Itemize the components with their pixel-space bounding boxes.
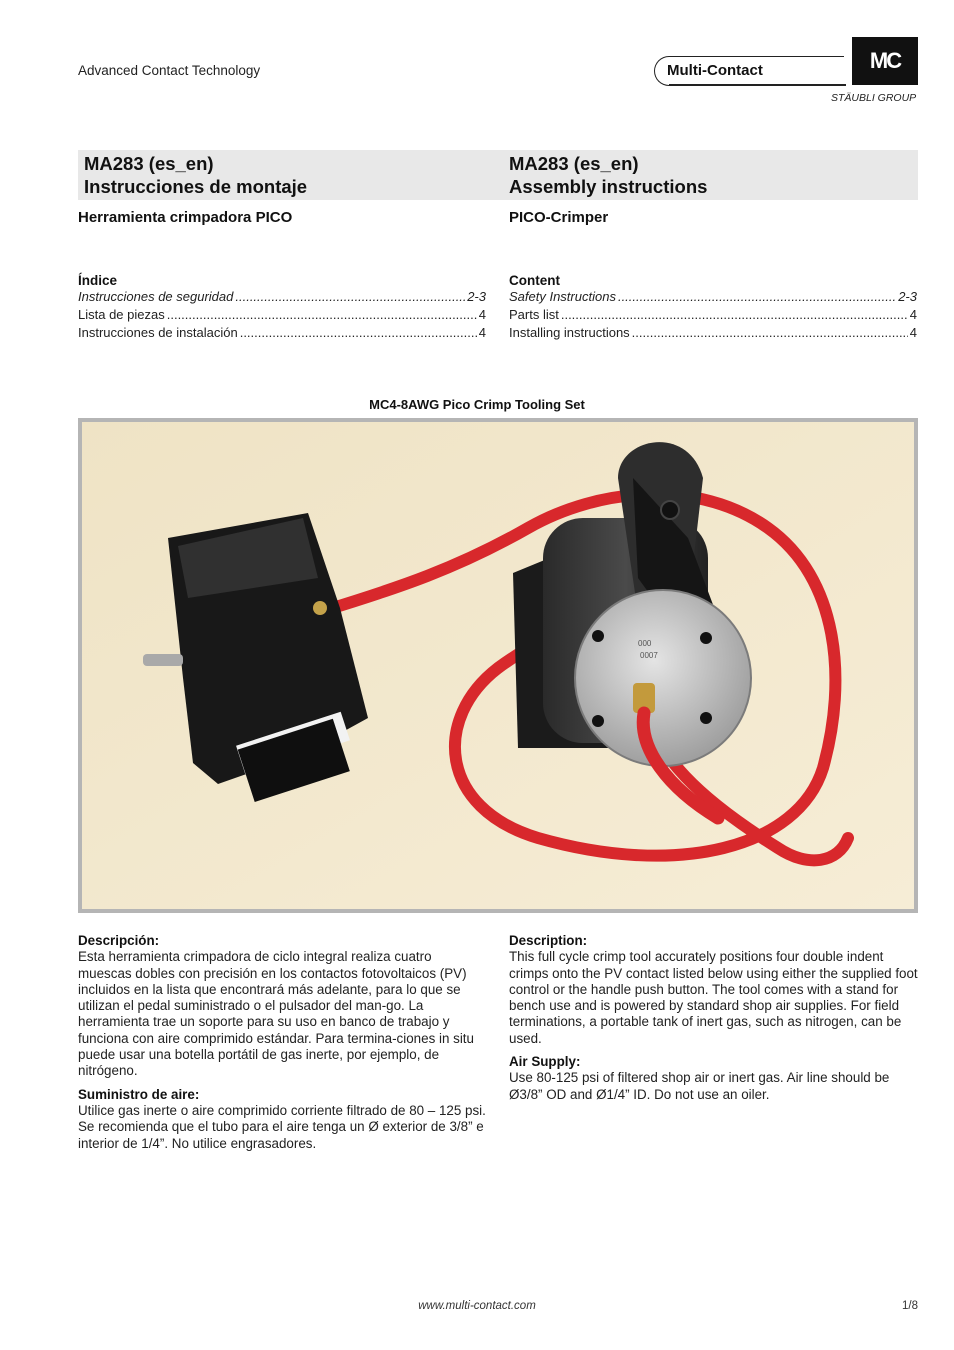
air-heading-en: Air Supply: xyxy=(509,1054,581,1070)
product-photo xyxy=(78,418,918,913)
toc-item-page: 4 xyxy=(909,325,917,340)
brand-name: Multi-Contact xyxy=(667,62,763,79)
body-es xyxy=(78,933,488,1159)
toc-item-label: Instrucciones de seguridad xyxy=(78,289,234,304)
mc-logo: MC xyxy=(852,37,918,85)
toc-es xyxy=(78,273,486,343)
stamp-text-1: 000 xyxy=(638,639,652,648)
toc-item-label: Installing instructions xyxy=(509,325,630,340)
air-text-en: Use 80-125 psi of filtered shop air or inert gas. Air line should be Ø3/8” OD and Ø1/4” ID. Do not use an oiler. xyxy=(509,1070,890,1102)
toc-es-item[interactable] xyxy=(78,325,486,343)
toc-en-heading: Content xyxy=(509,273,560,288)
figure-caption: MC4-8AWG Pico Crimp Tooling Set xyxy=(369,397,585,412)
toc-en-item[interactable] xyxy=(509,325,917,343)
title-es-line2: Instrucciones de montaje xyxy=(84,176,308,197)
toc-item-page: 4 xyxy=(909,307,917,322)
subtitle-en: PICO-Crimper xyxy=(509,209,609,226)
toc-item-page: 4 xyxy=(478,307,486,322)
toc-item-label: Safety Instructions xyxy=(509,289,616,304)
toc-item-label: Instrucciones de instalación xyxy=(78,325,238,340)
title-en-line1: MA283 (es_en) xyxy=(509,153,639,174)
group-label: STÄUBLI GROUP xyxy=(831,92,917,104)
toc-item-page: 2-3 xyxy=(898,289,917,304)
toc-es-item[interactable] xyxy=(78,307,486,325)
toc-item-label: Lista de piezas xyxy=(78,307,165,322)
brand-underline xyxy=(669,84,846,86)
title-es-line1: MA283 (es_en) xyxy=(84,153,214,174)
toc-es-heading: Índice xyxy=(78,273,118,288)
desc-text-es: Esta herramienta crimpadora de ciclo integral realiza cuatro muescas dobles con precisión en los contactos fotovoltaicos (PV) incluidos en la lista que encontrará más adelante, para lo que se utilizan el pedal suministrado o el pulsador del man-go. La herramienta trae un soporte para su uso en banco de trabajo y funciona con aire comprimido estándar. Para termina-ciones in situ puede usar una botella portátil de gas inerte, por ejemplo, de nitrógeno. xyxy=(78,949,474,1079)
subtitle-es: Herramienta crimpadora PICO xyxy=(78,209,293,226)
air-heading-es: Suministro de aire: xyxy=(78,1086,200,1102)
title-en xyxy=(509,152,707,198)
title-en-line2: Assembly instructions xyxy=(509,176,708,197)
toc-item-page: 4 xyxy=(478,325,486,340)
desc-heading-es: Descripción: xyxy=(78,933,160,948)
title-es xyxy=(84,152,307,198)
page-number: 1/8 xyxy=(902,1300,918,1312)
toc-es-item[interactable] xyxy=(78,289,486,307)
stamp-text-2: 0007 xyxy=(640,651,658,660)
desc-heading-en: Description: xyxy=(509,933,588,948)
footer-url[interactable]: www.multi-contact.com xyxy=(418,1300,536,1312)
air-text-es: Utilice gas inerte o aire comprimido corriente filtrado de 80 – 125 psi. Se recomienda que el tubo para el aire tenga un Ø exterior de 3/8” e interior de 1/4”. No utilice engrasadores. xyxy=(78,1102,486,1151)
desc-text-en: This full cycle crimp tool accurately positions four double indent crimps onto the PV contact listed below using either the supplied foot control or the handle push button. The tool comes with a stand for bench use and is powered by standard shop air supplies. For field terminations, a portable tank of inert gas, such as nitrogen, can be used. xyxy=(509,949,918,1046)
toc-en xyxy=(509,273,917,343)
toc-en-item[interactable] xyxy=(509,289,917,307)
toc-item-page: 2-3 xyxy=(467,289,486,304)
header-tagline: Advanced Contact Technology xyxy=(78,63,261,78)
toc-en-item[interactable] xyxy=(509,307,917,325)
body-en xyxy=(509,933,919,1110)
toc-item-label: Parts list xyxy=(509,307,559,322)
